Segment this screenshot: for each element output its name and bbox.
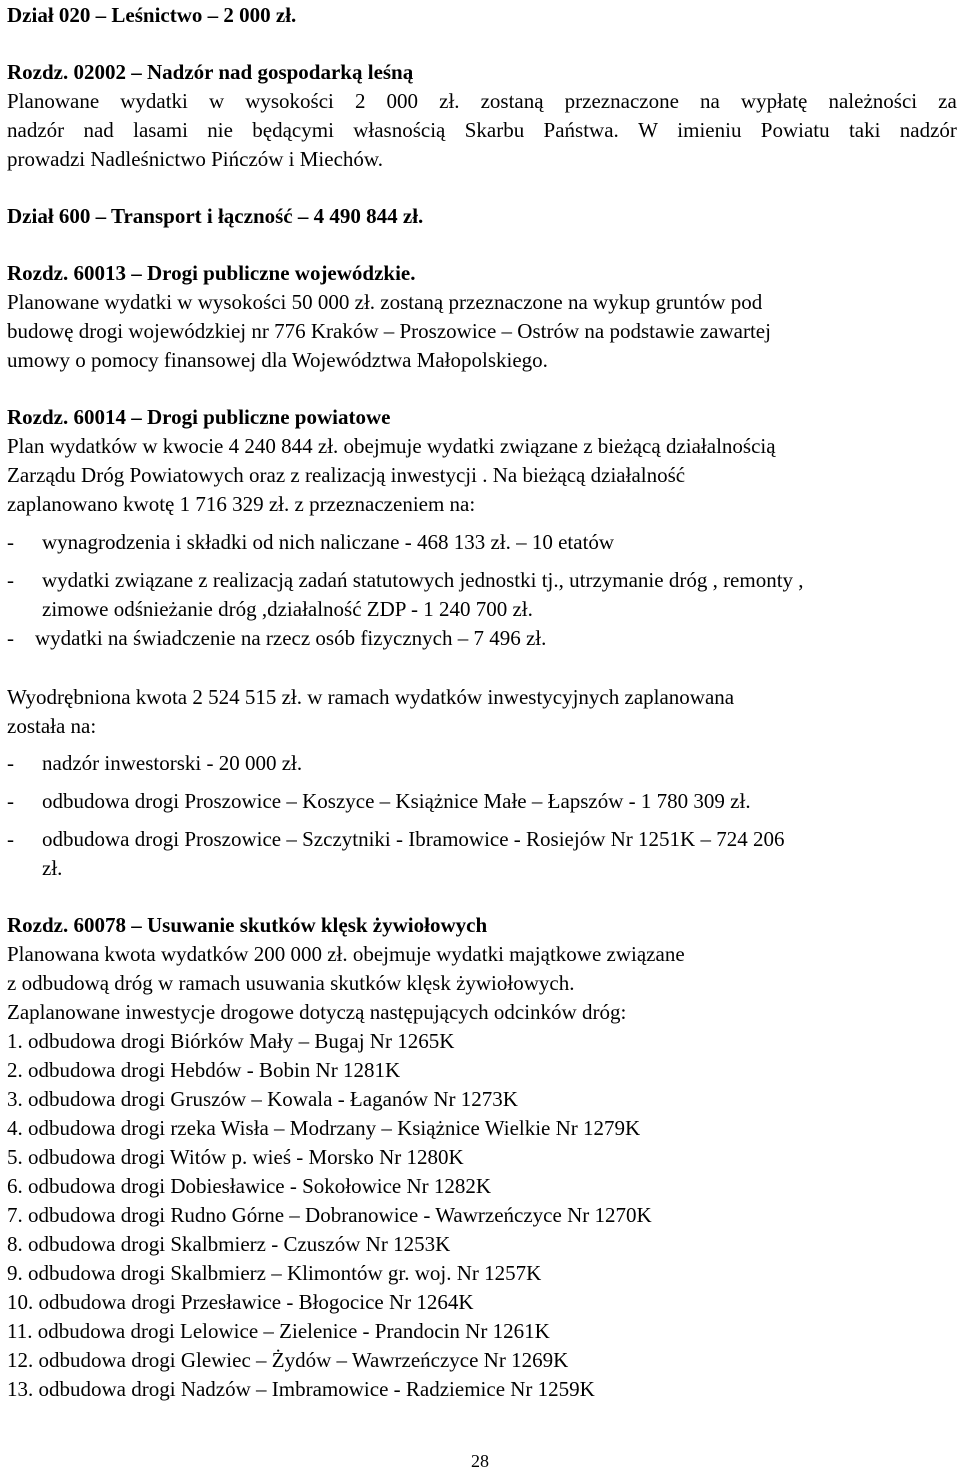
list-item-text: wydatki na świadczenie na rzecz osób fizycznych – 7 496 zł.: [35, 626, 547, 650]
paragraph-line: Zaplanowane inwestycje drogowe dotyczą następujących odcinków dróg:: [7, 1000, 627, 1024]
section-heading-600: Dział 600 – Transport i łączność – 4 490 844 zł.: [7, 204, 424, 228]
paragraph-line: nadzór nad lasami nie będącymi własnością Skarbu Państwa. W imieniu Powiatu taki nadzór: [7, 118, 957, 142]
subsection-heading-60014: Rozdz. 60014 – Drogi publiczne powiatowe: [7, 405, 391, 429]
list-item-text: nadzór inwestorski - 20 000 zł.: [42, 751, 303, 775]
paragraph-line: Plan wydatków w kwocie 4 240 844 zł. obejmuje wydatki związane z bieżącą działalnością: [7, 434, 776, 458]
list-item: 13. odbudowa drogi Nadzów – Imbramowice - Radziemice Nr 1259K: [7, 1377, 595, 1401]
list-item: 12. odbudowa drogi Glewiec – Żydów – Wawrzeńczyce Nr 1269K: [7, 1348, 569, 1372]
paragraph-line: została na:: [7, 714, 97, 738]
section-heading-020: Dział 020 – Leśnictwo – 2 000 zł.: [7, 3, 297, 27]
dash-bullet: -: [7, 751, 14, 775]
list-item-text: odbudowa drogi Proszowice – Szczytniki - Ibramowice - Rosiejów Nr 1251K – 724 206: [42, 827, 785, 851]
list-item-text: odbudowa drogi Proszowice – Koszyce – Książnice Małe – Łapszów - 1 780 309 zł.: [42, 789, 751, 813]
document-page: [7, 0, 957, 1468]
subsection-heading-02002: Rozdz. 02002 – Nadzór nad gospodarką leśną: [7, 60, 414, 84]
dash-bullet: -: [7, 626, 14, 650]
list-item: 5. odbudowa drogi Witów p. wieś - Morsko Nr 1280K: [7, 1145, 464, 1169]
subsection-heading-60013: Rozdz. 60013 – Drogi publiczne wojewódzkie.: [7, 261, 416, 285]
list-item: 4. odbudowa drogi rzeka Wisła – Modrzany – Książnice Wielkie Nr 1279K: [7, 1116, 641, 1140]
paragraph-line: z odbudową dróg w ramach usuwania skutków klęsk żywiołowych.: [7, 971, 575, 995]
dash-bullet: -: [7, 568, 14, 592]
paragraph-line: prowadzi Nadleśnictwo Pińczów i Miechów.: [7, 147, 383, 171]
list-item: 1. odbudowa drogi Biórków Mały – Bugaj Nr 1265K: [7, 1029, 455, 1053]
page-number: 28: [471, 1451, 489, 1471]
list-item: 11. odbudowa drogi Lelowice – Zielenice - Prandocin Nr 1261K: [7, 1319, 550, 1343]
list-item: 2. odbudowa drogi Hebdów - Bobin Nr 1281K: [7, 1058, 401, 1082]
list-item: 8. odbudowa drogi Skalbmierz - Czuszów Nr 1253K: [7, 1232, 451, 1256]
paragraph-line: umowy o pomocy finansowej dla Województwa Małopolskiego.: [7, 348, 548, 372]
list-item: 9. odbudowa drogi Skalbmierz – Klimontów gr. woj. Nr 1257K: [7, 1261, 542, 1285]
paragraph-line: Planowane wydatki w wysokości 50 000 zł. zostaną przeznaczone na wykup gruntów pod: [7, 290, 763, 314]
list-item-text: wydatki związane z realizacją zadań statutowych jednostki tj., utrzymanie dróg , remonty ,: [42, 568, 804, 592]
paragraph-line: Planowane wydatki w wysokości 2 000 zł. zostaną przeznaczone na wypłatę należności za: [7, 89, 957, 113]
paragraph-line: Wyodrębniona kwota 2 524 515 zł. w ramach wydatków inwestycyjnych zaplanowana: [7, 685, 735, 709]
list-item: 6. odbudowa drogi Dobiesławice - Sokołowice Nr 1282K: [7, 1174, 492, 1198]
list-item: 10. odbudowa drogi Przesławice - Błogocice Nr 1264K: [7, 1290, 474, 1314]
subsection-heading-60078: Rozdz. 60078 – Usuwanie skutków klęsk żywiołowych: [7, 913, 488, 937]
list-item: 7. odbudowa drogi Rudno Górne – Dobranowice - Wawrzeńczyce Nr 1270K: [7, 1203, 652, 1227]
list-item-continuation: zł.: [42, 856, 63, 880]
paragraph-line: Zarządu Dróg Powiatowych oraz z realizacją inwestycji . Na bieżącą działalność: [7, 463, 686, 487]
dash-bullet: -: [7, 827, 14, 851]
paragraph-line: Planowana kwota wydatków 200 000 zł. obejmuje wydatki majątkowe związane: [7, 942, 685, 966]
dash-bullet: -: [7, 789, 14, 813]
list-item-text: wynagrodzenia i składki od nich naliczane - 468 133 zł. – 10 etatów: [42, 530, 615, 554]
paragraph-line: budowę drogi wojewódzkiej nr 776 Kraków – Proszowice – Ostrów na podstawie zawartej: [7, 319, 771, 343]
paragraph-line: zaplanowano kwotę 1 716 329 zł. z przeznaczeniem na:: [7, 492, 476, 516]
dash-bullet: -: [7, 530, 14, 554]
list-item: 3. odbudowa drogi Gruszów – Kowala - Łaganów Nr 1273K: [7, 1087, 518, 1111]
list-item-continuation: zimowe odśnieżanie dróg ,działalność ZDP - 1 240 700 zł.: [42, 597, 533, 621]
